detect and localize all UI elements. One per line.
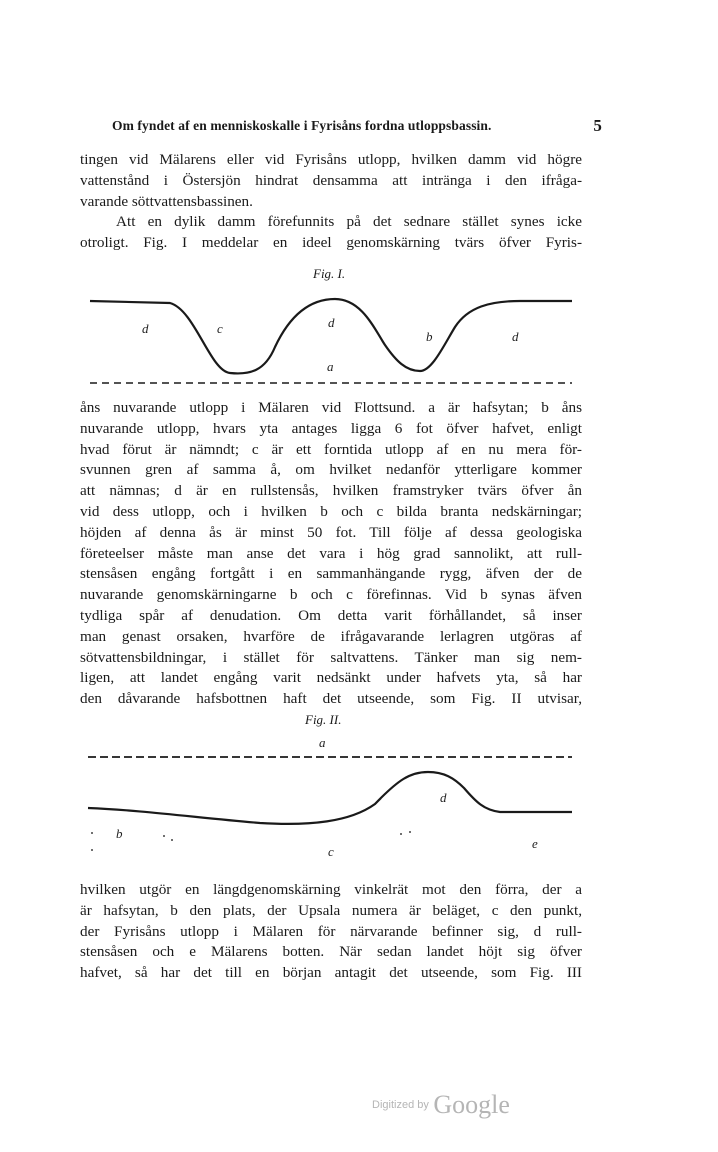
digitized-watermark — [372, 1090, 510, 1120]
paragraph-4 — [80, 880, 582, 984]
label-c: c — [328, 844, 334, 859]
text-line: stensåsen engång fortgått i en sammanhängande rygg, äfven der de — [80, 565, 582, 583]
text-line: är hafsytan, b den plats, der Upsala numera är beläget, c den punkt, — [80, 901, 582, 919]
text-line: varande söttvattensbassinen. — [80, 192, 253, 210]
label-d-left: d — [142, 321, 149, 336]
figure-1-diagram — [80, 285, 580, 390]
text-line: vattenstånd i Östersjön hindrat densamma att inträngа i den ifråga- — [80, 171, 582, 189]
figure-2-caption: Fig. II. — [305, 712, 342, 727]
paragraph-1 — [80, 150, 582, 212]
label-b: b — [426, 329, 433, 344]
figure-1-caption: Fig. I. — [313, 266, 346, 281]
text-line: tydliga spår af denudation. Om detta varit förhållandet, så inser — [80, 606, 582, 624]
text-line: man genast orsaken, hvarföre de ifrågavarande lerlagren utgöras af — [80, 627, 582, 645]
text-line: ligen, att landet engång varit nedsänkt under hafvets yta, så har — [80, 669, 582, 687]
text-line: sötvattensbildningar, i stället för saltvattens. Tänker man sig nem- — [80, 648, 582, 666]
label-d: d — [440, 790, 447, 805]
specks — [91, 832, 93, 834]
text-line: svunnen gren af samma å, om hvilket nedanför ytterligare kommer — [80, 461, 582, 479]
text-line: företeelser måste man anse det vara i hög grad sannolikt, att rull- — [80, 544, 582, 562]
text-line: åns nuvarande utlopp i Mälaren vid Flottsund. a är hafsytan; b åns — [80, 399, 582, 416]
label-c: c — [217, 321, 223, 336]
text-line: nuvarande utlopp, hvars yta antages ligga 6 fot öfver hafvet, enligt — [80, 419, 582, 437]
specks — [91, 849, 93, 851]
label-b: b — [116, 826, 123, 841]
specks — [400, 833, 402, 835]
text-line: att nämnas; d är en rullstensås, hvilken framstryker tvärs öfver ån — [80, 482, 582, 500]
label-a: a — [319, 735, 326, 750]
text-line: den dåvarande hafsbottnen haft det utseende, som Fig. II utvisar, — [80, 690, 582, 708]
digitized-label: Digitized by — [372, 1099, 429, 1111]
header-title: Om fyndet af en menniskoskalle i Fyrisåns fordna utloppsbassin. — [112, 118, 492, 133]
text-line: Att en dylik damm förefunnits på det sednare stället synes icke — [116, 213, 582, 230]
google-logo: Google — [433, 1090, 510, 1119]
specks — [171, 839, 173, 841]
text-line: vid dess utlopp, och i hvilken b och c bilda branta nedskärningar; — [80, 502, 582, 520]
text-line: hvad förut är nämndt; c är ett forntida utlopp af en nu mera för- — [80, 440, 582, 458]
label-d-mid: d — [328, 315, 335, 330]
label-e: e — [532, 836, 538, 851]
label-a: a — [327, 359, 334, 374]
text-line: höjden af denna ås är minst 50 fot. Till följe af dessa geologiska — [80, 523, 582, 541]
specks — [163, 835, 165, 837]
text-line: otroligt. Fig. I meddelar en ideel genomskärning tvärs öfver Fyris- — [80, 233, 582, 251]
specks — [409, 831, 411, 833]
text-line: stensåsen och e Mälarens botten. När sedan landet höjt sig öfver — [80, 943, 582, 961]
text-line: hvilken utgör en längdgenomskärning vinkelrät mot den förra, der a — [80, 881, 582, 898]
page-number: 5 — [593, 116, 602, 135]
paragraph-2 — [80, 212, 582, 254]
text-line: hafvet, så har det till en början antagit det utseende, som Fig. III — [80, 964, 582, 982]
text-line: der Fyrisåns utlopp i Mälaren för närvarande befinner sig, d rull- — [80, 922, 582, 940]
text-line: tingen vid Mälarens eller vid Fyrisåns utlopp, hvilken damm vid högre — [80, 151, 582, 168]
sea-bottom-profile — [88, 772, 572, 824]
text-line: nuvarande genomskärningarne b och c förefinnas. Vid b synas äfven — [80, 586, 582, 604]
label-d-right: d — [512, 329, 519, 344]
figure-2-diagram — [80, 730, 580, 860]
paragraph-3 — [80, 398, 582, 710]
